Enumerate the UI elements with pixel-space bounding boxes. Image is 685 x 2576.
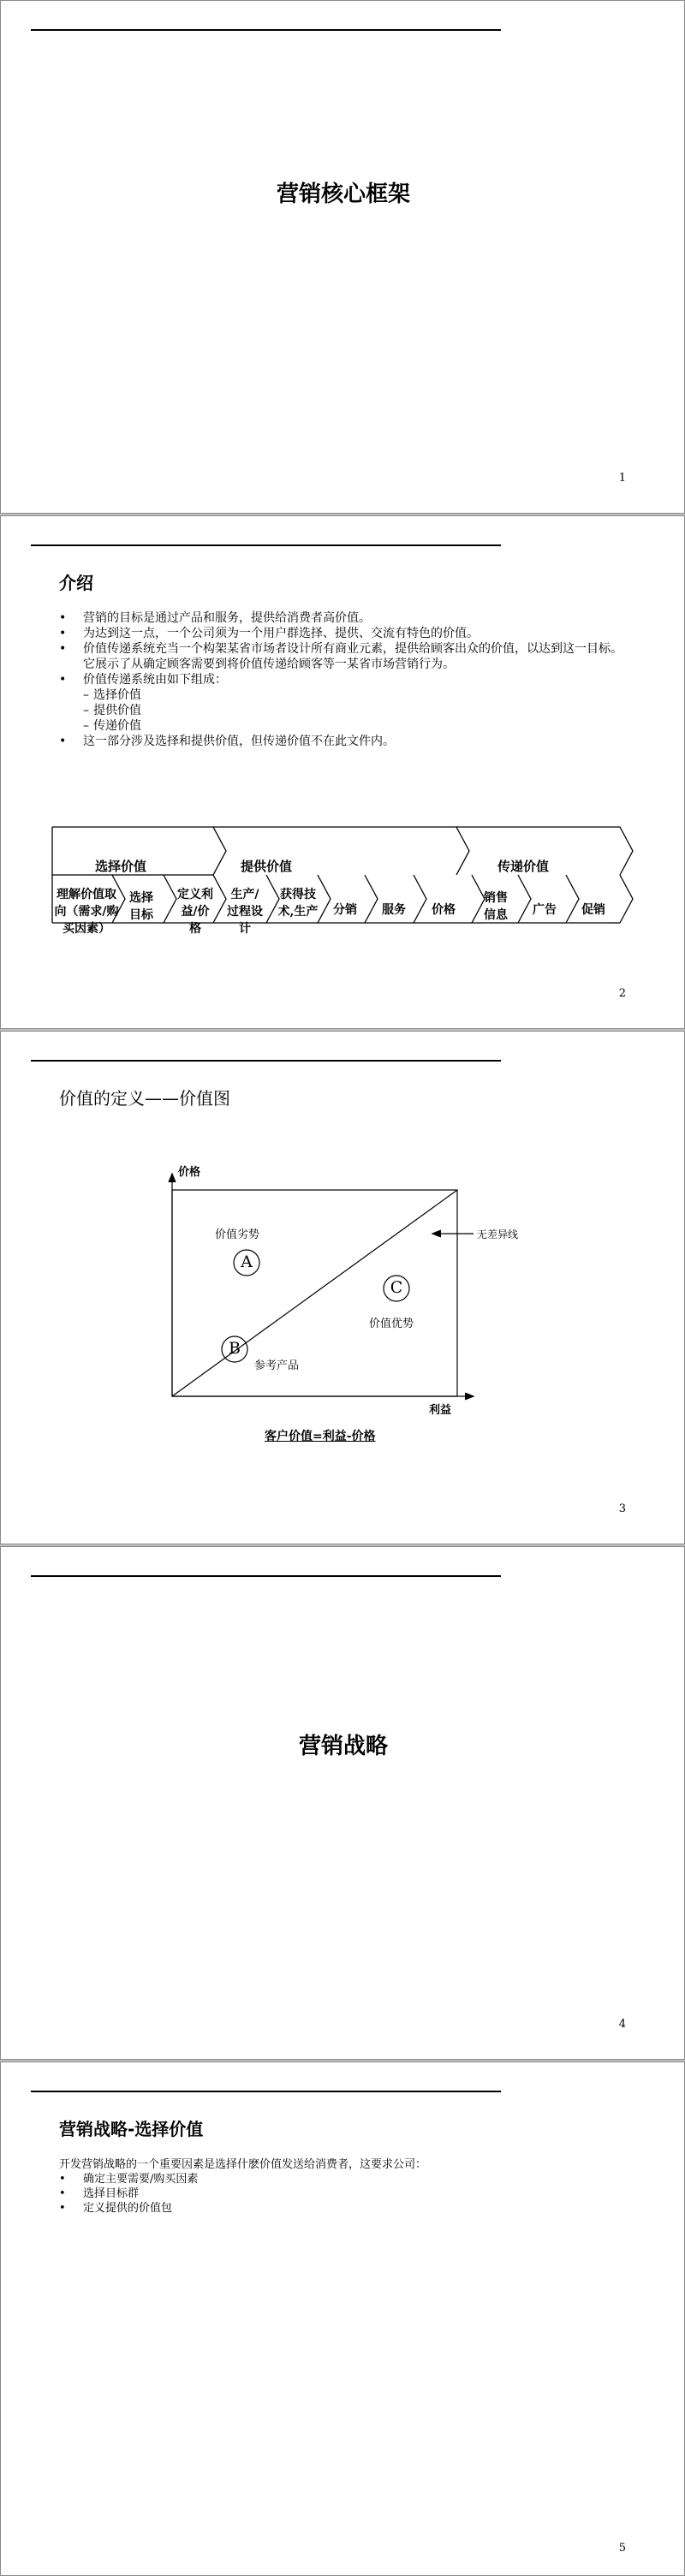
point-c-label: 价值优势 (369, 1318, 414, 1330)
list-item: • 营销的目标是通过产品和服务，提供给消费者高价值。 (59, 610, 624, 626)
list-item: • 选择目标群 (59, 2186, 624, 2201)
x-axis-label: 利益 (429, 1404, 452, 1417)
bullet-list (59, 2172, 624, 2216)
indifference-line-label: 无差异线 (477, 1229, 519, 1240)
chain-cell: 服务 (382, 903, 406, 917)
chain-cell: 促销 (581, 903, 605, 917)
list-item: • 价值传递系统充当一个构架某省市场者设计所有商业元素，提供给顾客出众的价值，以达到这一目标。它展示了从确定顾客需要到将价值传递给顾客等一某省市场营销行为。 (59, 641, 624, 672)
page-number: 3 (618, 1502, 626, 1515)
list-item: • 确定主要需要/购买因素 (59, 2172, 624, 2186)
page-number: 1 (618, 472, 626, 485)
chain-header-select: 选择价值 (94, 859, 146, 874)
slide-title: 营销战略 (298, 1734, 388, 1759)
chain-cell: 选择目标 (129, 891, 153, 922)
slide-3 (0, 1031, 685, 1544)
point-b-label: 参考产品 (254, 1359, 300, 1372)
list-item: • 为达到这一点，一个公司须为一个用户群选择、提供、交流有特色的价值。 (59, 626, 624, 641)
point-c-letter: C (390, 1278, 403, 1297)
chain-cell: 价格 (432, 903, 456, 917)
slide-1 (0, 0, 685, 514)
page-number: 5 (618, 2542, 626, 2555)
customer-value-formula: 客户价值=利益-价格 (265, 1430, 376, 1443)
chain-cell: 定义利益/价格 (177, 888, 213, 936)
chain-header-deliver: 传递价值 (497, 859, 549, 874)
chain-cell: 销售信息 (484, 891, 508, 922)
value-chain-diagram (1, 516, 685, 1029)
slide-title: 介绍 (59, 573, 93, 593)
list-item: • 定义提供的价值包 (59, 2201, 624, 2216)
slide-5 (0, 2061, 685, 2576)
slide-4 (0, 1546, 685, 2060)
title-rule (31, 1575, 501, 1577)
point-a-label: 价值劣势 (215, 1229, 260, 1241)
chain-cell: 广告 (533, 903, 557, 917)
value-map-chart (1, 1032, 685, 1544)
slide-title: 价值的定义——价值图 (59, 1088, 230, 1109)
title-rule (31, 29, 501, 31)
chain-cell: 获得技术,生产 (277, 888, 319, 919)
slide-2 (0, 515, 685, 1029)
title-rule (31, 2091, 501, 2092)
list-item: • 这一部分涉及选择和提供价值，但传递价值不在此文件内。 (59, 734, 624, 749)
intro-text: 开发营销战略的一个重要因素是选择什麽价值发送给消费者，这要求公司： (59, 2158, 427, 2171)
chain-cell: 理解价值取向（需求/购买因素） (54, 888, 119, 936)
sub-list-item: – 提供价值 (59, 703, 624, 718)
point-b-letter: B (229, 1339, 241, 1358)
slide-title: 营销核心框架 (276, 181, 410, 207)
sub-list-item: – 传递价值 (59, 718, 624, 734)
point-a-letter: A (241, 1252, 253, 1271)
chain-cell: 生产/过程设计 (227, 888, 263, 936)
page-number: 2 (618, 987, 626, 1000)
y-axis-label: 价格 (178, 1166, 201, 1179)
slide-title: 营销战略-选择价值 (59, 2119, 204, 2139)
chain-cell: 分销 (333, 903, 357, 917)
list-item: • 价值传递系统由如下组成： (59, 672, 624, 687)
page-number: 4 (618, 2018, 626, 2031)
chain-header-provide: 提供价值 (240, 859, 292, 874)
sub-list-item: – 选择价值 (59, 687, 624, 703)
